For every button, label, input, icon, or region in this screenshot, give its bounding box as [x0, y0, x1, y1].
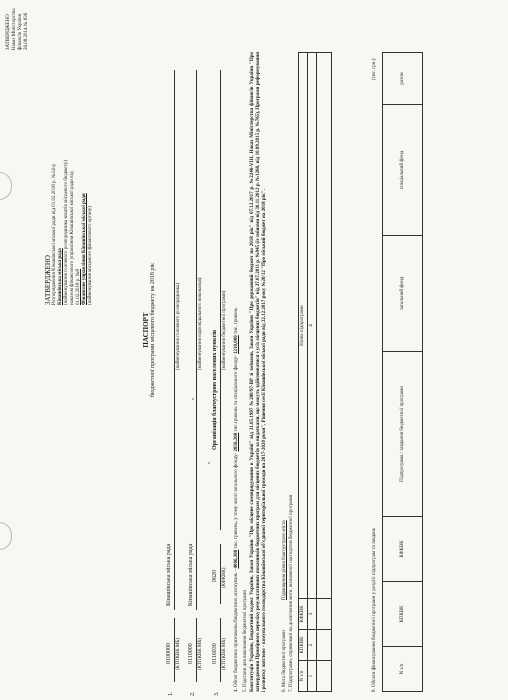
- budget-text: тис.гривень та спеціального фонду-: [234, 355, 239, 432]
- budget-total: 4066,300: [234, 549, 239, 569]
- table-cell: 3: [308, 599, 317, 630]
- row-code-caption: (КТПКВК МБ): [176, 638, 181, 670]
- row-kfkvk: 0620: [212, 570, 218, 582]
- approval-line: 01.02.2018 р. №8: [76, 268, 81, 305]
- approval-line: Фінансове управління Кінашівської міської ради: [82, 193, 87, 305]
- row-name-caption: (найменування відповідального виконавця): [198, 277, 203, 370]
- approval-block: [44, 5, 94, 305]
- table-cell: [317, 630, 332, 661]
- row-code: 0110000: [188, 643, 194, 664]
- item7-title: 7. Підпрограми, спрямовані на досягнення мети, визначеної паспортом бюджетної програми: [289, 494, 294, 692]
- corner-line: Наказ Міністерства: [12, 8, 17, 50]
- row-name: Організація благоустрою населених пунктів: [212, 329, 218, 450]
- passport-heading: [142, 210, 157, 450]
- punch-hole-mark: [0, 522, 12, 550]
- corner-approval-note: [6, 0, 30, 50]
- table-header: Підпрограма / завдання бюджетної програми: [383, 352, 423, 517]
- scan-speck: [208, 462, 210, 464]
- row-code: 0116030: [212, 643, 218, 664]
- row-number: 1.: [168, 691, 174, 696]
- item8-title: 8. Обсяги фінансування бюджетної програми у розрізі підпрограм та завдань: [372, 527, 377, 692]
- table-header: КПКВК: [383, 582, 423, 647]
- table-header: КПКВК: [299, 630, 308, 661]
- table-cell: [317, 599, 332, 630]
- unit-label: (тис. грн.): [372, 58, 377, 80]
- row-name-caption: (найменування бюджетної програми): [222, 290, 227, 370]
- passport-subtitle: бюджетної програми місцевого бюджету на 2018 рік: [150, 263, 156, 397]
- table-header: разом: [383, 53, 423, 105]
- table-cell: 1: [308, 661, 317, 692]
- table-cell: 4: [308, 53, 317, 599]
- budget-general-fund: 2856,300: [234, 432, 239, 452]
- financing-table: [382, 52, 423, 692]
- budget-volume-line: [234, 52, 240, 692]
- budget-volume-text: 4. Обсяг бюджетних призначень/бюджетних асигнувань -: [234, 569, 239, 692]
- program-goal: Підвищення рівня благоустрою міста: [282, 520, 287, 600]
- budget-text: тис. гривень, у тому числі загального фонду-: [234, 452, 239, 549]
- item5-title: 5. Підстави для виконання бюджетної програми: [243, 589, 248, 692]
- approval-title: ЗАТВЕРДЖЕНО: [44, 255, 52, 305]
- table-header: Назва підпрограми: [299, 53, 308, 599]
- table-cell: [317, 53, 332, 599]
- corner-line: ЗАТВЕРДЖЕНО: [6, 14, 11, 50]
- table-header: N з/п: [383, 647, 423, 692]
- corner-line: фінансів України: [18, 13, 23, 50]
- row-kfkvk-caption: (КФКВК): [222, 567, 227, 588]
- row-number: 3.: [214, 691, 220, 696]
- corner-line: 26.08.2014 № 836: [24, 12, 29, 50]
- row-name: Кінашівська міська рада: [188, 543, 194, 606]
- table-cell: [317, 661, 332, 692]
- approval-line: наказом фінансового управління Кінашівської міської ради від: [70, 171, 75, 305]
- table-cell: 2: [308, 630, 317, 661]
- row-number: 2.: [190, 691, 196, 696]
- approval-line: Розпорядження Кінашівської міської ради від 01.02.2018 р. №14-р: [52, 164, 57, 305]
- row-code-caption: (КТПКВК МБ): [222, 638, 227, 670]
- budget-text: тис. гривень: [234, 307, 239, 334]
- passport-title: ПАСПОРТ: [142, 312, 150, 348]
- approval-caption: (найменування головного розпорядника коштів місцевого бюджету): [64, 160, 69, 305]
- table-header: загальний фонд: [383, 235, 423, 351]
- table-header: КФКВК: [299, 599, 308, 630]
- row-name-caption: (найменування головного розпорядника): [176, 283, 181, 370]
- table-header: N з/п: [299, 661, 308, 692]
- approval-caption: (найменування місцевого фінансового органу): [88, 206, 93, 305]
- row-code-caption: (КТПКВК МБ): [198, 638, 203, 670]
- item6-title: 6. Мета бюджетної програми: [282, 630, 287, 692]
- subprograms-table: [298, 52, 332, 692]
- legal-basis-text: Конституція України, Бюджетний кодекс України, Закон України "Про місцеве самоврядування в Україні" від 21.05.1997 №280/97-ВР зі змінами, Закон України "Про державний бюджет на 2018 рік" від 07.12.2017 р. №2246-VIII, Наказ Міністерства фінансів України "Про затвердження Примірного переліку результативних показників бюджетних програм для місцевих бюджетів за видатками, що можуть здійснюватися з усіх місцевих бюджетів" від 27.07.2011 р. №945 (із змінами від 30.11.2012 р. №1260, від 10.09.2015 р. №765), Програми реформування і розвитку житлово - комунального господарства Кінашівської об'єднаної територіальної громади на 2017-2020 роки", Рішення сесії Кінашівської міської ради від 22.12.2017 року №20/12 "Про міський бюджет на 2018 рік".: [250, 52, 267, 692]
- scan-speck: [192, 398, 194, 400]
- table-header: КФКВК: [383, 517, 423, 582]
- row-code: 0100000: [166, 643, 172, 664]
- approval-line: Кінашівська міська рада: [58, 248, 63, 305]
- row-name: Кінашівська міська рада: [166, 543, 172, 606]
- table-header: спеціальний фонд: [383, 104, 423, 235]
- budget-special-fund: 1210,000: [234, 335, 239, 354]
- punch-hole-mark: [0, 172, 12, 200]
